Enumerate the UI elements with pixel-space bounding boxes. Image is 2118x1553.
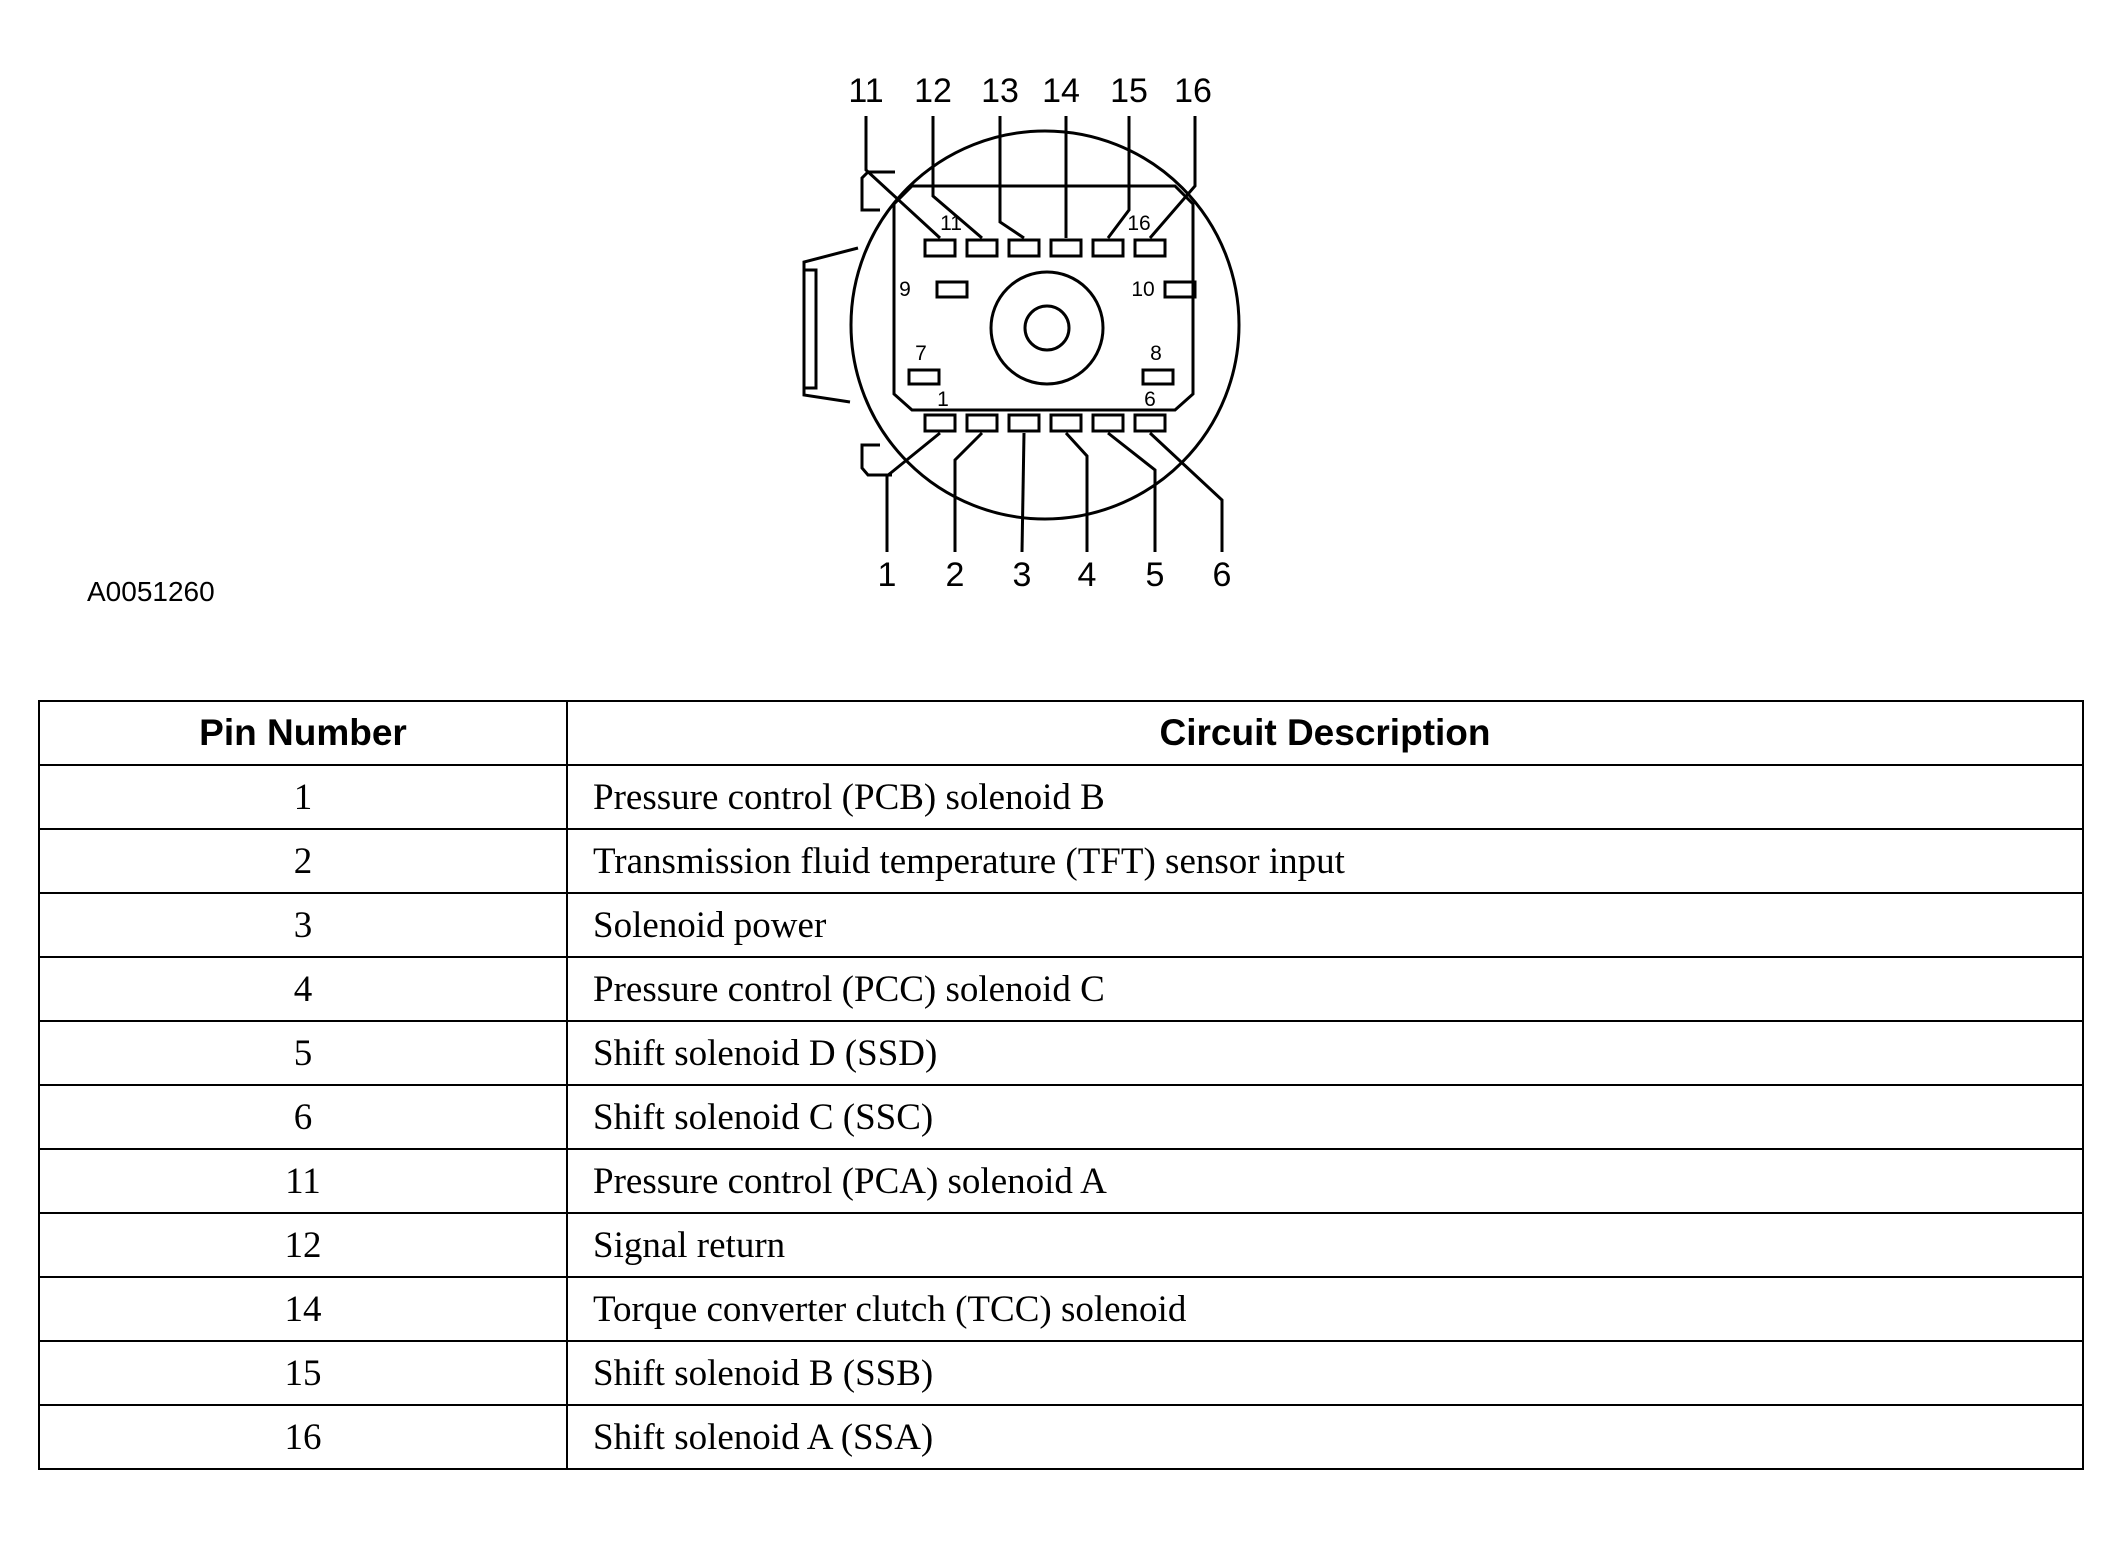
face-label-1: 1 xyxy=(937,388,949,411)
table-row xyxy=(39,765,2083,829)
circuit-description-cell: Solenoid power xyxy=(567,893,2083,957)
connector-center-post xyxy=(991,272,1103,384)
table-row xyxy=(39,1021,2083,1085)
face-label-7: 7 xyxy=(915,342,927,365)
terminal-3 xyxy=(1009,415,1039,431)
table-row xyxy=(39,1341,2083,1405)
leader-line-11 xyxy=(866,116,940,238)
callout-top: 14 xyxy=(1042,72,1080,110)
circuit-description-cell: Signal return xyxy=(567,1213,2083,1277)
terminal-15 xyxy=(1093,240,1123,256)
terminal-4 xyxy=(1051,415,1081,431)
circuit-description-cell: Transmission fluid temperature (TFT) sensor input xyxy=(567,829,2083,893)
leader-line-5 xyxy=(1108,433,1155,552)
face-label-10: 10 xyxy=(1131,278,1155,301)
pin-number-header: Pin Number xyxy=(39,701,567,765)
circuit-description-cell: Pressure control (PCB) solenoid B xyxy=(567,765,2083,829)
terminal-7 xyxy=(909,370,939,384)
leader-line-4 xyxy=(1066,433,1087,552)
callout-bottom: 5 xyxy=(1145,556,1165,594)
circuit-description-cell: Pressure control (PCA) solenoid A xyxy=(567,1149,2083,1213)
connector-diagram xyxy=(0,0,2118,680)
pin-number-cell: 3 xyxy=(39,893,567,957)
table-row xyxy=(39,1277,2083,1341)
leader-line-1 xyxy=(887,433,940,552)
leader-line-6 xyxy=(1150,433,1222,552)
terminal-2 xyxy=(967,415,997,431)
terminal-12 xyxy=(967,240,997,256)
pin-number-cell: 15 xyxy=(39,1341,567,1405)
pin-number-cell: 1 xyxy=(39,765,567,829)
pin-number-cell: 11 xyxy=(39,1149,567,1213)
circuit-description-cell: Shift solenoid C (SSC) xyxy=(567,1085,2083,1149)
connector-bottom-ear xyxy=(862,445,892,475)
table-row xyxy=(39,1149,2083,1213)
circuit-description-cell: Shift solenoid B (SSB) xyxy=(567,1341,2083,1405)
pin-number-cell: 2 xyxy=(39,829,567,893)
pin-number-cell: 6 xyxy=(39,1085,567,1149)
face-label-8: 8 xyxy=(1150,342,1162,365)
pin-number-cell: 4 xyxy=(39,957,567,1021)
pin-number-cell: 14 xyxy=(39,1277,567,1341)
table-header-row xyxy=(39,701,2083,765)
callout-top: 13 xyxy=(981,72,1019,110)
face-label-9: 9 xyxy=(899,278,911,301)
connector-side-latch-inner xyxy=(804,270,816,388)
callout-bottom: 4 xyxy=(1077,556,1097,594)
callout-bottom: 6 xyxy=(1212,556,1232,594)
table-row xyxy=(39,1085,2083,1149)
face-label-6: 6 xyxy=(1144,388,1156,411)
terminal-9 xyxy=(937,282,967,297)
callout-top: 12 xyxy=(914,72,952,110)
table-row xyxy=(39,957,2083,1021)
table-row xyxy=(39,1405,2083,1469)
table-row xyxy=(39,893,2083,957)
terminal-10 xyxy=(1165,282,1195,297)
terminal-1 xyxy=(925,415,955,431)
callout-top: 16 xyxy=(1174,72,1212,110)
circuit-description-cell: Torque converter clutch (TCC) solenoid xyxy=(567,1277,2083,1341)
terminal-5 xyxy=(1093,415,1123,431)
terminal-8 xyxy=(1143,370,1173,384)
figure-id: A0051260 xyxy=(87,576,215,607)
terminal-6 xyxy=(1135,415,1165,431)
circuit-description-cell: Pressure control (PCC) solenoid C xyxy=(567,957,2083,1021)
pin-circuit-table xyxy=(38,700,2084,1470)
leader-line-15 xyxy=(1108,116,1129,238)
pin-number-cell: 12 xyxy=(39,1213,567,1277)
circuit-description-cell: Shift solenoid A (SSA) xyxy=(567,1405,2083,1469)
terminal-16 xyxy=(1135,240,1165,256)
table-row xyxy=(39,1213,2083,1277)
terminal-11 xyxy=(925,240,955,256)
leader-line-3 xyxy=(1022,433,1024,552)
pin-number-cell: 16 xyxy=(39,1405,567,1469)
face-label-11: 11 xyxy=(940,212,962,235)
callout-bottom: 1 xyxy=(877,556,897,594)
callout-top: 11 xyxy=(848,72,884,110)
connector-center-hole xyxy=(1025,306,1069,350)
face-label-16: 16 xyxy=(1127,212,1151,235)
callout-bottom: 3 xyxy=(1012,556,1032,594)
circuit-description-cell: Shift solenoid D (SSD) xyxy=(567,1021,2083,1085)
callout-bottom: 2 xyxy=(945,556,965,594)
callout-top: 15 xyxy=(1110,72,1148,110)
leader-line-2 xyxy=(955,433,982,552)
table-row xyxy=(39,829,2083,893)
pin-number-cell: 5 xyxy=(39,1021,567,1085)
terminal-14 xyxy=(1051,240,1081,256)
terminal-13 xyxy=(1009,240,1039,256)
circuit-description-header: Circuit Description xyxy=(567,701,2083,765)
